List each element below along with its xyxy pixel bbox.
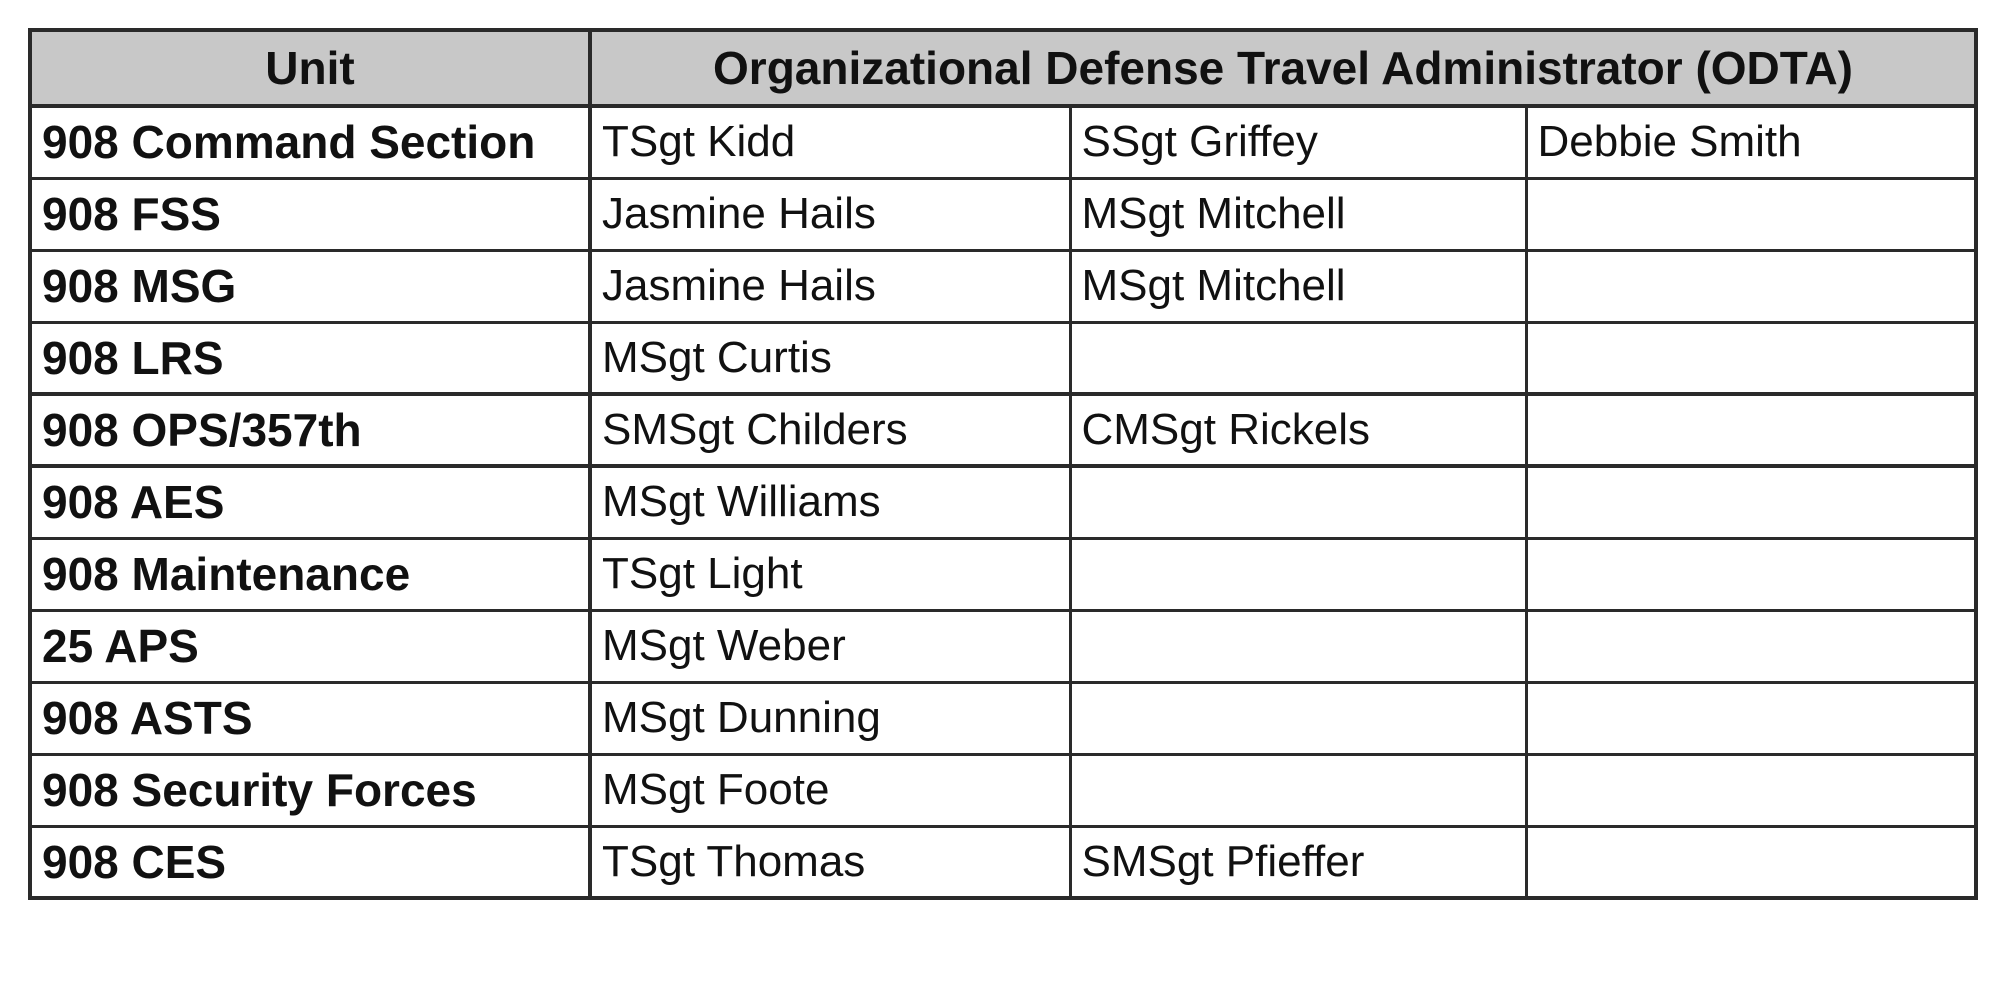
admin-cell: TSgt Light [590,538,1070,610]
table-row [30,178,1976,250]
unit-cell: 908 MSG [30,250,590,322]
admin-cell [1526,682,1976,754]
admin-cell [1070,754,1526,826]
unit-cell: 908 LRS [30,322,590,394]
admin-cell: SSgt Griffey [1070,106,1526,178]
admin-cell: MSgt Williams [590,466,1070,538]
admin-cell [1526,610,1976,682]
admin-cell: SMSgt Pfieffer [1070,826,1526,898]
admin-cell [1526,466,1976,538]
admin-cell [1070,610,1526,682]
unit-cell: 908 OPS/357th [30,394,590,466]
table-row [30,250,1976,322]
table-row [30,538,1976,610]
table-row [30,394,1976,466]
admin-cell: Debbie Smith [1526,106,1976,178]
admin-cell [1526,538,1976,610]
admin-cell [1526,754,1976,826]
admin-cell [1526,394,1976,466]
admin-cell [1526,322,1976,394]
admin-cell: Jasmine Hails [590,250,1070,322]
unit-cell: 908 Command Section [30,106,590,178]
unit-cell: 25 APS [30,610,590,682]
odta-table-container [28,28,1974,900]
unit-cell: 908 ASTS [30,682,590,754]
admin-cell [1526,826,1976,898]
admin-cell [1070,538,1526,610]
unit-cell: 908 Security Forces [30,754,590,826]
odta-column-header: Organizational Defense Travel Administrator (ODTA) [590,30,1976,106]
admin-cell [1070,322,1526,394]
admin-cell: CMSgt Rickels [1070,394,1526,466]
unit-cell: 908 AES [30,466,590,538]
unit-cell: 908 CES [30,826,590,898]
unit-column-header: Unit [30,30,590,106]
admin-cell: MSgt Mitchell [1070,178,1526,250]
admin-cell: SMSgt Childers [590,394,1070,466]
admin-cell: MSgt Dunning [590,682,1070,754]
table-row [30,466,1976,538]
header-row [30,30,1976,106]
unit-cell: 908 FSS [30,178,590,250]
admin-cell [1070,682,1526,754]
admin-cell [1526,250,1976,322]
admin-cell: MSgt Mitchell [1070,250,1526,322]
admin-cell: TSgt Kidd [590,106,1070,178]
odta-table [28,28,1978,900]
admin-cell: TSgt Thomas [590,826,1070,898]
table-row [30,106,1976,178]
table-row [30,322,1976,394]
unit-cell: 908 Maintenance [30,538,590,610]
admin-cell: MSgt Weber [590,610,1070,682]
table-row [30,682,1976,754]
admin-cell [1526,178,1976,250]
admin-cell: Jasmine Hails [590,178,1070,250]
table-row [30,826,1976,898]
table-row [30,754,1976,826]
admin-cell [1070,466,1526,538]
admin-cell: MSgt Curtis [590,322,1070,394]
table-row [30,610,1976,682]
admin-cell: MSgt Foote [590,754,1070,826]
